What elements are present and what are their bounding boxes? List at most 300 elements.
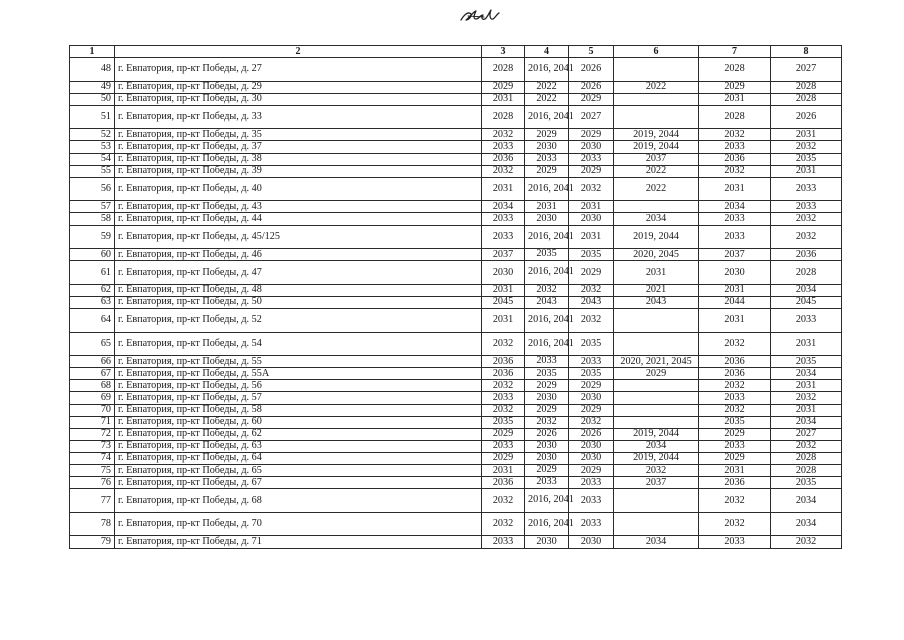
address-cell: г. Евпатория, пр-кт Победы, д. 62 [115,428,482,440]
col4-cell: 2016, 2041 [525,177,569,201]
row-number: 48 [70,58,115,82]
col7-cell: 2028 [699,58,771,82]
col4-cell: 2029 [525,380,569,392]
row-number: 50 [70,93,115,105]
table-row [70,512,842,536]
col7-cell: 2032 [699,165,771,177]
table-row [70,440,842,452]
row-number: 67 [70,368,115,380]
col3-cell: 2045 [482,296,525,308]
col5-cell: 2030 [569,440,614,452]
col5-cell: 2030 [569,452,614,464]
table-row [70,81,842,93]
col6-cell: 2031 [614,261,699,285]
table-row [70,129,842,141]
col6-cell: 2019, 2044 [614,428,699,440]
col6-cell: 2032 [614,465,699,477]
col6-cell [614,105,699,129]
address-cell: г. Евпатория, пр-кт Победы, д. 46 [115,249,482,261]
col4-cell: 2030 [525,141,569,153]
col7-cell: 2033 [699,213,771,225]
col4-cell: 2031 [525,201,569,213]
row-number: 64 [70,309,115,333]
col6-cell [614,489,699,513]
col3-cell: 2031 [482,177,525,201]
col7-cell: 2029 [699,428,771,440]
table-row [70,392,842,404]
address-cell: г. Евпатория, пр-кт Победы, д. 71 [115,536,482,548]
col8-cell: 2034 [771,512,842,536]
col7-cell: 2032 [699,332,771,356]
row-number: 54 [70,153,115,165]
col6-cell [614,93,699,105]
address-cell: г. Евпатория, пр-кт Победы, д. 55 [115,356,482,368]
table-row [70,416,842,428]
col3-cell: 2032 [482,380,525,392]
table-row [70,213,842,225]
row-number: 73 [70,440,115,452]
col4-cell: 2016, 2041 [525,105,569,129]
col7-cell: 2031 [699,284,771,296]
col7-cell: 2037 [699,249,771,261]
col6-cell [614,512,699,536]
col4-cell: 2016, 2041 [525,58,569,82]
address-cell: г. Евпатория, пр-кт Победы, д. 37 [115,141,482,153]
address-cell: г. Евпатория, пр-кт Победы, д. 60 [115,416,482,428]
col6-cell: 2037 [614,153,699,165]
col8-cell: 2032 [771,213,842,225]
col4-cell: 2029 [525,165,569,177]
col7-cell: 2036 [699,356,771,368]
col7-cell: 2031 [699,177,771,201]
col4-cell: 2032 [525,284,569,296]
col5-cell: 2029 [569,404,614,416]
col5-cell: 2032 [569,177,614,201]
col5-cell: 2035 [569,332,614,356]
col5-cell: 2043 [569,296,614,308]
table-row [70,477,842,489]
address-cell: г. Евпатория, пр-кт Победы, д. 44 [115,213,482,225]
table-row [70,153,842,165]
col7-cell: 2032 [699,129,771,141]
row-number: 62 [70,284,115,296]
table-row [70,465,842,477]
col3-cell: 2032 [482,165,525,177]
col5-cell: 2032 [569,309,614,333]
col8-cell: 2035 [771,477,842,489]
table-row [70,380,842,392]
col6-cell [614,309,699,333]
col5-cell: 2029 [569,93,614,105]
row-number: 51 [70,105,115,129]
col8-cell: 2031 [771,129,842,141]
address-cell: г. Евпатория, пр-кт Победы, д. 50 [115,296,482,308]
col4-cell: 2029 [525,465,569,477]
col8-cell: 2028 [771,93,842,105]
col3-cell: 2036 [482,368,525,380]
col6-cell: 2022 [614,177,699,201]
row-number: 68 [70,380,115,392]
col8-cell: 2032 [771,225,842,249]
address-cell: г. Евпатория, пр-кт Победы, д. 33 [115,105,482,129]
col7-cell: 2044 [699,296,771,308]
col3-cell: 2032 [482,404,525,416]
col7-cell: 2029 [699,452,771,464]
col3-cell: 2035 [482,416,525,428]
col8-cell: 2031 [771,165,842,177]
col7-cell: 2032 [699,404,771,416]
col7-cell: 2034 [699,201,771,213]
col3-cell: 2030 [482,261,525,285]
col8-cell: 2032 [771,141,842,153]
column-header: 6 [614,46,699,58]
col7-cell: 2036 [699,368,771,380]
table-body [70,58,842,549]
row-number: 70 [70,404,115,416]
address-cell: г. Евпатория, пр-кт Победы, д. 67 [115,477,482,489]
col4-cell: 2043 [525,296,569,308]
row-number: 69 [70,392,115,404]
col7-cell: 2036 [699,153,771,165]
col5-cell: 2029 [569,465,614,477]
col6-cell: 2019, 2044 [614,225,699,249]
col7-cell: 2036 [699,477,771,489]
col5-cell: 2026 [569,58,614,82]
col8-cell: 2032 [771,392,842,404]
column-header: 8 [771,46,842,58]
col8-cell: 2031 [771,380,842,392]
col3-cell: 2032 [482,489,525,513]
table-row [70,428,842,440]
col7-cell: 2028 [699,105,771,129]
col4-cell: 2035 [525,249,569,261]
col7-cell: 2033 [699,440,771,452]
row-number: 76 [70,477,115,489]
col4-cell: 2032 [525,416,569,428]
col8-cell: 2028 [771,81,842,93]
col7-cell: 2032 [699,512,771,536]
address-cell: г. Евпатория, пр-кт Победы, д. 56 [115,380,482,392]
col4-cell: 2016, 2041 [525,261,569,285]
address-cell: г. Евпатория, пр-кт Победы, д. 68 [115,489,482,513]
col7-cell: 2031 [699,93,771,105]
page-number-signature [458,6,502,26]
col3-cell: 2031 [482,93,525,105]
col5-cell: 2030 [569,536,614,548]
col8-cell: 2034 [771,416,842,428]
col4-cell: 2029 [525,404,569,416]
table-row [70,489,842,513]
table-row [70,225,842,249]
col6-cell: 2043 [614,296,699,308]
table-row [70,141,842,153]
col8-cell: 2032 [771,440,842,452]
col8-cell: 2028 [771,465,842,477]
col3-cell: 2036 [482,356,525,368]
row-number: 65 [70,332,115,356]
col3-cell: 2031 [482,465,525,477]
col8-cell: 2027 [771,58,842,82]
row-number: 58 [70,213,115,225]
address-cell: г. Евпатория, пр-кт Победы, д. 54 [115,332,482,356]
col4-cell: 2033 [525,153,569,165]
col3-cell: 2033 [482,392,525,404]
address-cell: г. Евпатория, пр-кт Победы, д. 57 [115,392,482,404]
col6-cell: 2037 [614,477,699,489]
col5-cell: 2031 [569,201,614,213]
col6-cell: 2019, 2044 [614,452,699,464]
table-row [70,284,842,296]
col4-cell: 2016, 2041 [525,309,569,333]
col8-cell: 2034 [771,284,842,296]
address-cell: г. Евпатория, пр-кт Победы, д. 39 [115,165,482,177]
col3-cell: 2028 [482,105,525,129]
col3-cell: 2029 [482,81,525,93]
col5-cell: 2033 [569,489,614,513]
col8-cell: 2028 [771,452,842,464]
table-row [70,356,842,368]
col5-cell: 2029 [569,261,614,285]
col5-cell: 2030 [569,213,614,225]
col8-cell: 2032 [771,536,842,548]
col4-cell: 2030 [525,392,569,404]
col4-cell: 2026 [525,428,569,440]
col6-cell [614,58,699,82]
col3-cell: 2036 [482,477,525,489]
col6-cell [614,201,699,213]
col5-cell: 2032 [569,416,614,428]
col5-cell: 2029 [569,129,614,141]
col3-cell: 2037 [482,249,525,261]
col3-cell: 2031 [482,284,525,296]
col7-cell: 2032 [699,489,771,513]
column-header: 3 [482,46,525,58]
col8-cell: 2033 [771,177,842,201]
table-row [70,93,842,105]
table-row [70,105,842,129]
col6-cell: 2022 [614,165,699,177]
address-cell: г. Евпатория, пр-кт Победы, д. 43 [115,201,482,213]
address-cell: г. Евпатория, пр-кт Победы, д. 35 [115,129,482,141]
column-header: 7 [699,46,771,58]
col7-cell: 2029 [699,81,771,93]
col5-cell: 2035 [569,249,614,261]
row-number: 63 [70,296,115,308]
col6-cell: 2019, 2044 [614,129,699,141]
col8-cell: 2034 [771,368,842,380]
col5-cell: 2029 [569,380,614,392]
col5-cell: 2031 [569,225,614,249]
col4-cell: 2016, 2041 [525,512,569,536]
col3-cell: 2033 [482,225,525,249]
col4-cell: 2029 [525,129,569,141]
col5-cell: 2030 [569,141,614,153]
table-row [70,165,842,177]
col3-cell: 2028 [482,58,525,82]
col4-cell: 2016, 2041 [525,332,569,356]
col6-cell [614,380,699,392]
table-row [70,177,842,201]
col5-cell: 2033 [569,356,614,368]
row-number: 78 [70,512,115,536]
table-header-row [70,46,842,58]
row-number: 49 [70,81,115,93]
row-number: 53 [70,141,115,153]
col6-cell: 2021 [614,284,699,296]
row-number: 74 [70,452,115,464]
col5-cell: 2035 [569,368,614,380]
column-header: 2 [115,46,482,58]
col6-cell [614,392,699,404]
row-number: 57 [70,201,115,213]
row-number: 71 [70,416,115,428]
col7-cell: 2030 [699,261,771,285]
col7-cell: 2032 [699,380,771,392]
row-number: 79 [70,536,115,548]
column-header: 1 [70,46,115,58]
col4-cell: 2016, 2041 [525,489,569,513]
col8-cell: 2034 [771,489,842,513]
address-cell: г. Евпатория, пр-кт Победы, д. 55А [115,368,482,380]
col5-cell: 2026 [569,81,614,93]
col8-cell: 2027 [771,428,842,440]
col4-cell: 2022 [525,93,569,105]
table-row [70,296,842,308]
col6-cell [614,332,699,356]
col5-cell: 2033 [569,477,614,489]
col3-cell: 2031 [482,309,525,333]
row-number: 61 [70,261,115,285]
table-row [70,452,842,464]
col3-cell: 2032 [482,332,525,356]
col4-cell: 2030 [525,536,569,548]
col5-cell: 2029 [569,165,614,177]
col5-cell: 2027 [569,105,614,129]
table-row [70,309,842,333]
row-number: 59 [70,225,115,249]
col6-cell: 2034 [614,213,699,225]
table-row [70,58,842,82]
repair-schedule-table [69,45,842,549]
col3-cell: 2036 [482,153,525,165]
col8-cell: 2026 [771,105,842,129]
col5-cell: 2026 [569,428,614,440]
col3-cell: 2033 [482,440,525,452]
address-cell: г. Евпатория, пр-кт Победы, д. 70 [115,512,482,536]
col8-cell: 2035 [771,356,842,368]
col6-cell: 2034 [614,536,699,548]
table-row [70,261,842,285]
address-cell: г. Евпатория, пр-кт Победы, д. 65 [115,465,482,477]
col4-cell: 2022 [525,81,569,93]
col3-cell: 2033 [482,141,525,153]
col7-cell: 2033 [699,141,771,153]
col6-cell: 2022 [614,81,699,93]
col3-cell: 2029 [482,452,525,464]
col4-cell: 2035 [525,368,569,380]
col8-cell: 2031 [771,332,842,356]
col3-cell: 2034 [482,201,525,213]
col7-cell: 2031 [699,465,771,477]
col5-cell: 2030 [569,392,614,404]
col5-cell: 2032 [569,284,614,296]
address-cell: г. Евпатория, пр-кт Победы, д. 52 [115,309,482,333]
col8-cell: 2033 [771,309,842,333]
col3-cell: 2033 [482,213,525,225]
table-row [70,201,842,213]
col6-cell: 2029 [614,368,699,380]
col7-cell: 2035 [699,416,771,428]
table-row [70,332,842,356]
col4-cell: 2030 [525,440,569,452]
address-cell: г. Евпатория, пр-кт Победы, д. 40 [115,177,482,201]
address-cell: г. Евпатория, пр-кт Победы, д. 64 [115,452,482,464]
column-header: 5 [569,46,614,58]
col8-cell: 2028 [771,261,842,285]
col8-cell: 2045 [771,296,842,308]
column-header: 4 [525,46,569,58]
row-number: 77 [70,489,115,513]
col5-cell: 2033 [569,512,614,536]
col7-cell: 2033 [699,536,771,548]
row-number: 55 [70,165,115,177]
col4-cell: 2033 [525,356,569,368]
address-cell: г. Евпатория, пр-кт Победы, д. 48 [115,284,482,296]
table-row [70,249,842,261]
address-cell: г. Евпатория, пр-кт Победы, д. 63 [115,440,482,452]
col6-cell: 2020, 2021, 2045 [614,356,699,368]
address-cell: г. Евпатория, пр-кт Победы, д. 45/125 [115,225,482,249]
col8-cell: 2035 [771,153,842,165]
row-number: 72 [70,428,115,440]
row-number: 66 [70,356,115,368]
col7-cell: 2033 [699,392,771,404]
row-number: 52 [70,129,115,141]
col3-cell: 2032 [482,129,525,141]
col3-cell: 2029 [482,428,525,440]
col7-cell: 2031 [699,309,771,333]
address-cell: г. Евпатория, пр-кт Победы, д. 29 [115,81,482,93]
table-row [70,368,842,380]
col6-cell: 2020, 2045 [614,249,699,261]
row-number: 60 [70,249,115,261]
address-cell: г. Евпатория, пр-кт Победы, д. 30 [115,93,482,105]
address-cell: г. Евпатория, пр-кт Победы, д. 47 [115,261,482,285]
table-row [70,404,842,416]
col6-cell [614,416,699,428]
col4-cell: 2033 [525,477,569,489]
col5-cell: 2033 [569,153,614,165]
table-row [70,536,842,548]
col4-cell: 2030 [525,213,569,225]
col4-cell: 2016, 2041 [525,225,569,249]
row-number: 56 [70,177,115,201]
col4-cell: 2030 [525,452,569,464]
col3-cell: 2032 [482,512,525,536]
col8-cell: 2031 [771,404,842,416]
col3-cell: 2033 [482,536,525,548]
col6-cell [614,404,699,416]
col7-cell: 2033 [699,225,771,249]
col8-cell: 2036 [771,249,842,261]
col6-cell: 2019, 2044 [614,141,699,153]
col8-cell: 2033 [771,201,842,213]
col6-cell: 2034 [614,440,699,452]
address-cell: г. Евпатория, пр-кт Победы, д. 58 [115,404,482,416]
row-number: 75 [70,465,115,477]
address-cell: г. Евпатория, пр-кт Победы, д. 38 [115,153,482,165]
address-cell: г. Евпатория, пр-кт Победы, д. 27 [115,58,482,82]
